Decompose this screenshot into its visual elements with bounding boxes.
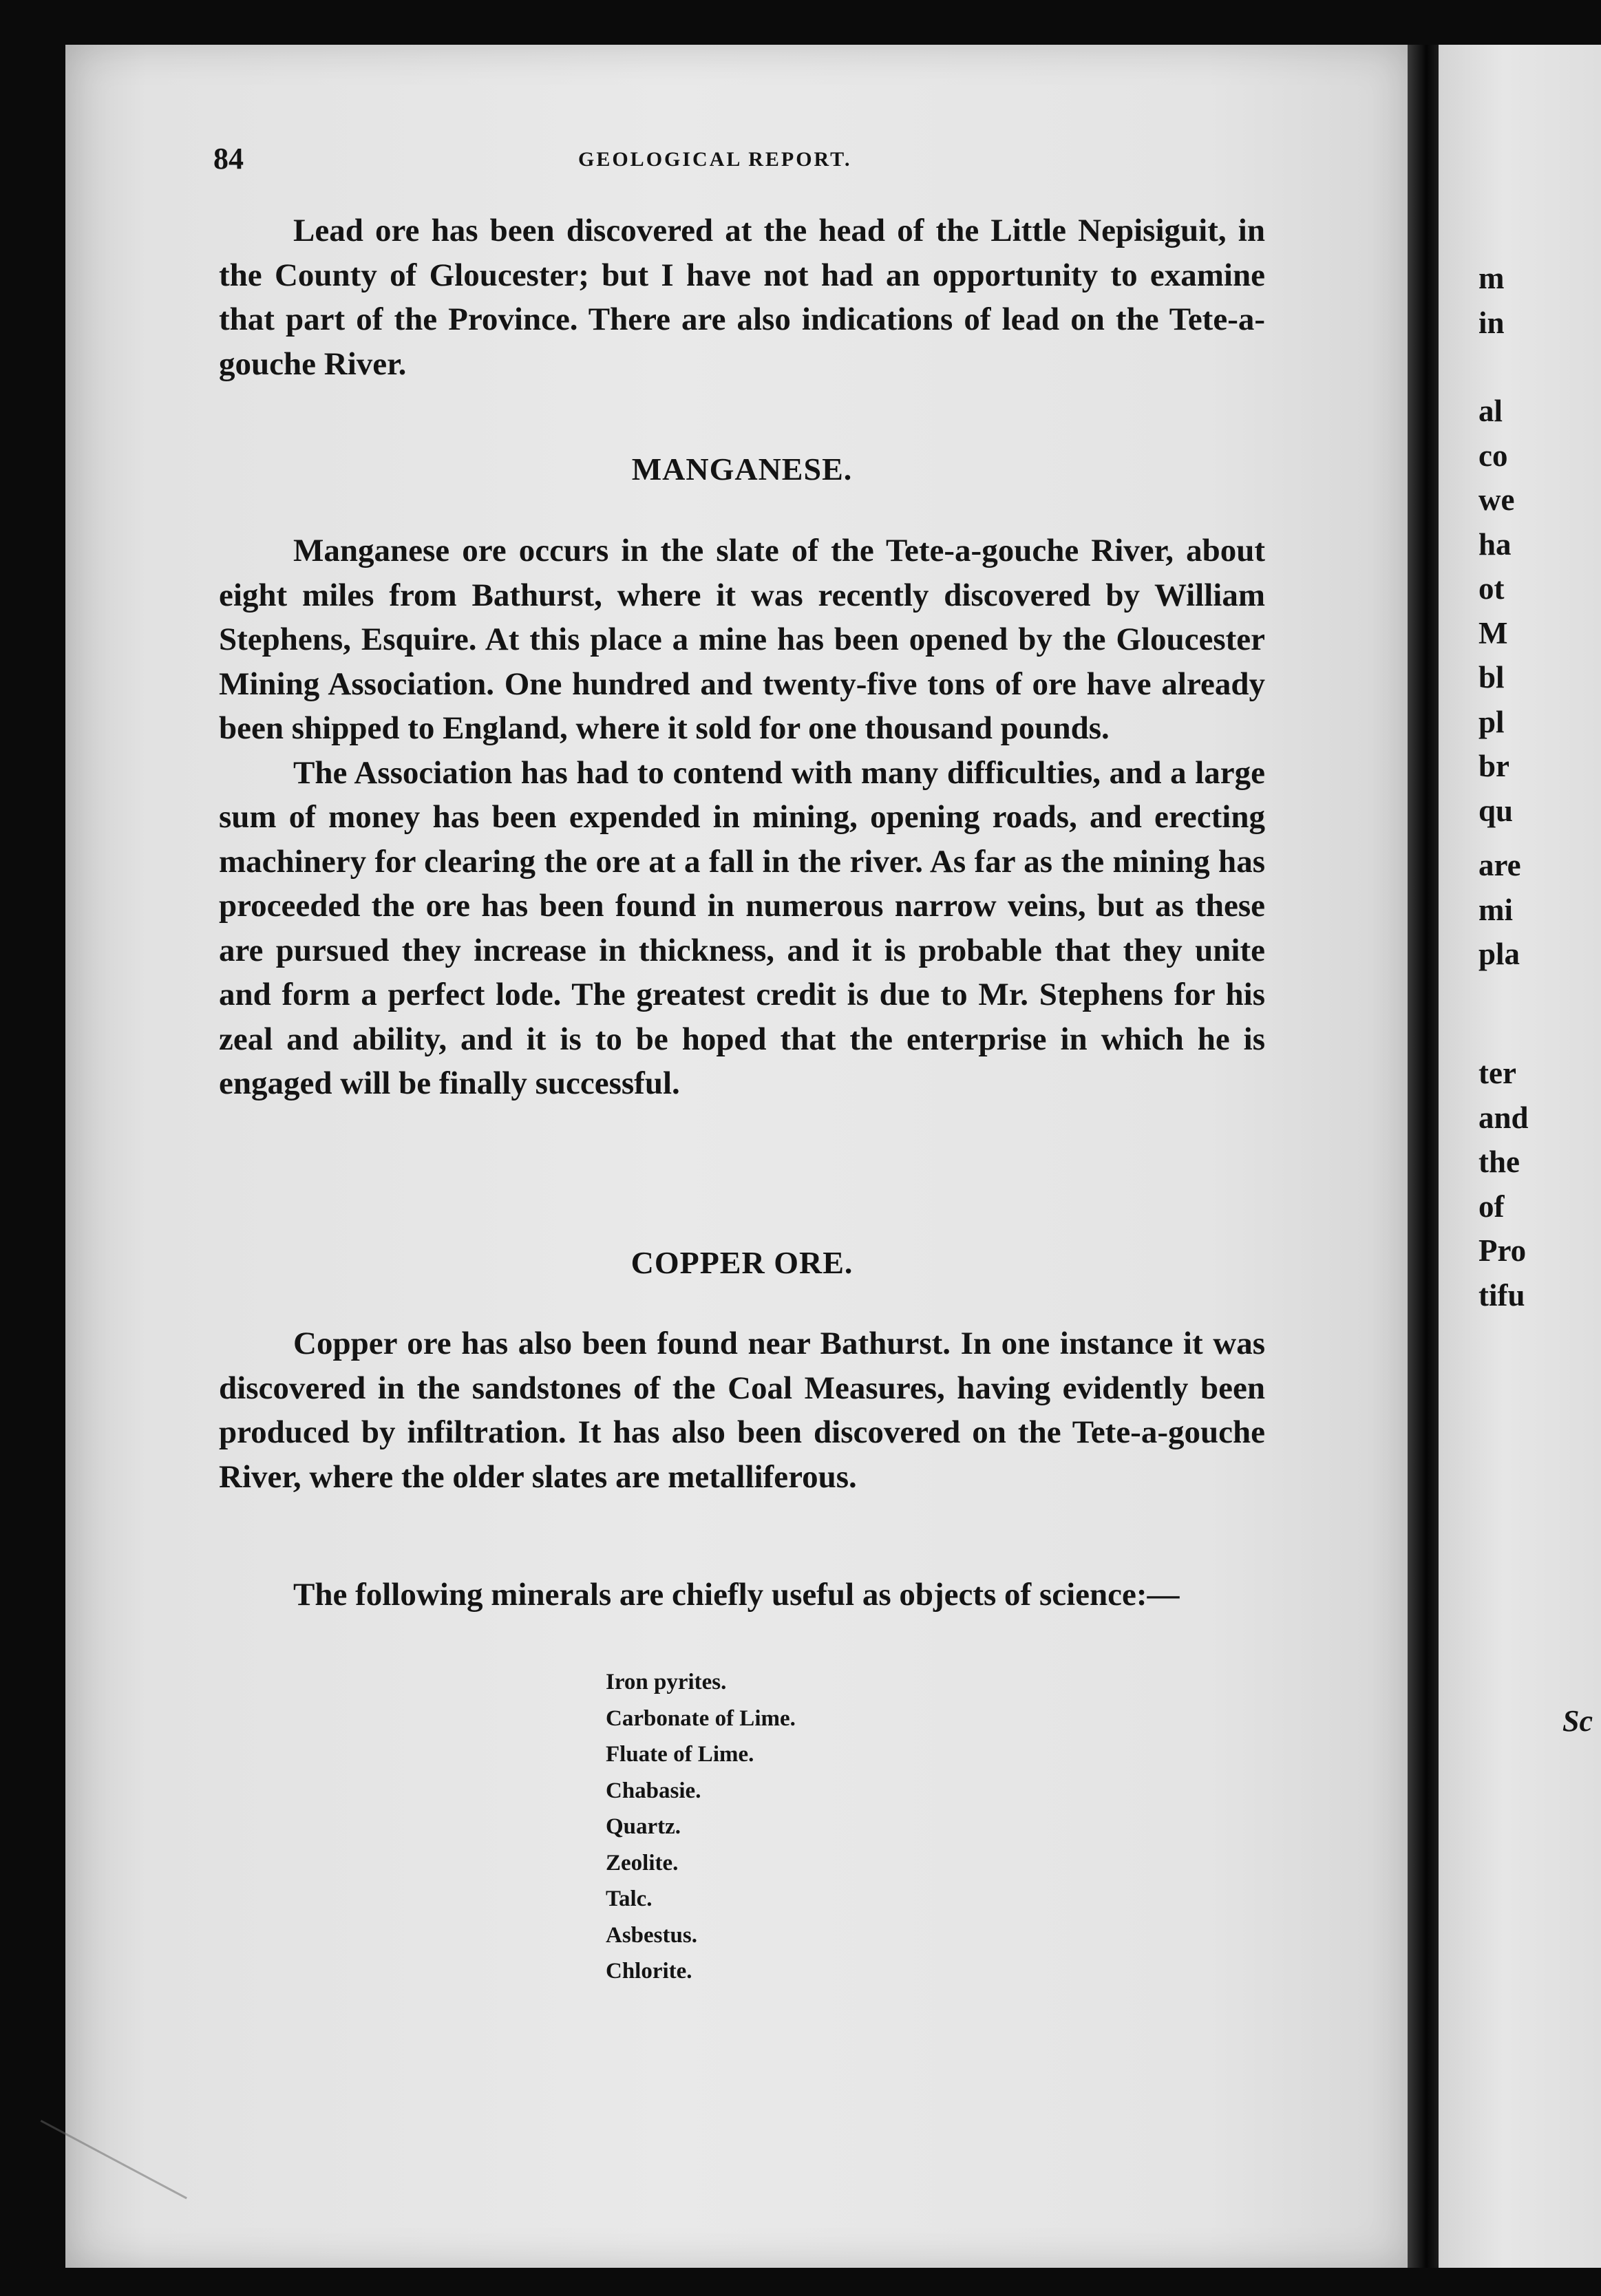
- facing-fragment: m: [1478, 261, 1505, 295]
- copper-paragraph: Copper ore has also been found near Bathurst. In one instance it was discovered in the sandstones of the Coal Measures, having evidently been produced by infiltration. It has also been discovered on the Tete-a-gouche River, where the older slates are metalliferous.: [219, 1326, 1265, 1495]
- running-head: GEOLOGICAL REPORT.: [578, 148, 852, 171]
- page-header: [213, 141, 1315, 189]
- facing-fragment: we: [1478, 482, 1515, 517]
- facing-fragment: ha: [1478, 527, 1512, 562]
- paragraph-text: Lead ore has been discovered at the head of the Little Nepisiguit, in the County of Gloucester; but I have not had an opportunity to examine that part of the Province. There are also indications of lead on the Tete-a-gouche River.: [219, 213, 1265, 382]
- facing-fragment: M: [1478, 615, 1508, 650]
- facing-fragment: in: [1478, 305, 1505, 340]
- facing-fragments-1: [1478, 256, 1601, 345]
- copper-section: [219, 1321, 1265, 1499]
- minerals-intro: The following minerals are chiefly useful as objects of science:—: [293, 1577, 1180, 1613]
- facing-fragment: al: [1478, 394, 1503, 428]
- mineral-item: Asbestus.: [606, 1922, 697, 1948]
- facing-fragment: br: [1478, 749, 1509, 783]
- manganese-paragraph-1: Manganese ore occurs in the slate of the Tete-a-gouche River, about eight miles from Bathurst, where it was recently discovered by William Stephens, Esquire. At this place a mine has been opened by the Gloucester Mining Association. One hundred and twenty-five tons of ore have already been shipped to England, where it sold for one thousand pounds.: [219, 533, 1265, 746]
- mineral-item: Chlorite.: [606, 1959, 692, 1984]
- manganese-section: [219, 529, 1265, 1106]
- facing-fragment: pl: [1478, 704, 1505, 739]
- facing-fragment: the: [1478, 1145, 1520, 1179]
- minerals-intro-section: [219, 1573, 1265, 1617]
- facing-fragment: ot: [1478, 571, 1505, 606]
- mineral-item: Chabasie.: [606, 1778, 701, 1803]
- facing-signature: Sc: [1562, 1704, 1593, 1738]
- facing-fragment: bl: [1478, 660, 1505, 694]
- facing-fragments-2: [1478, 389, 1601, 833]
- facing-fragment: mi: [1478, 892, 1513, 927]
- book-gutter: [1408, 45, 1439, 2268]
- mineral-item: Fluate of Lime.: [606, 1742, 754, 1767]
- mineral-item: Quartz.: [606, 1814, 681, 1839]
- mineral-item: Zeolite.: [606, 1850, 679, 1875]
- facing-fragment: and: [1478, 1100, 1529, 1135]
- facing-fragment: co: [1478, 438, 1508, 473]
- facing-fragment: pla: [1478, 937, 1520, 971]
- mineral-list: [606, 1664, 796, 1990]
- lead-ore-paragraph: [219, 209, 1265, 386]
- manganese-paragraph-2: The Association has had to contend with many difficulties, and a large sum of money has been expended in mining, opening roads, and erecting machinery for clearing the ore at a fall in the river. As far as the mining has proceeded the ore has been found in numerous narrow veins, but as these are pursued they increase in thickness, and it is probable that they unite and form a perfect lode. The greatest credit is due to Mr. Stephens for his zeal and ability, and it is to be hoped that the enterprise in which he is engaged will be finally successful.: [219, 754, 1265, 1101]
- facing-fragment: of: [1478, 1189, 1505, 1224]
- mineral-item: Iron pyrites.: [606, 1670, 727, 1694]
- facing-fragment: qu: [1478, 793, 1514, 828]
- section-heading-manganese: MANGANESE.: [631, 451, 853, 487]
- facing-fragment: tifu: [1478, 1277, 1525, 1312]
- page-number: 84: [213, 142, 244, 176]
- section-heading-copper: COPPER ORE.: [630, 1245, 853, 1280]
- mineral-item: Talc.: [606, 1886, 653, 1911]
- facing-fragments-4: [1478, 1051, 1601, 1317]
- facing-fragments-3: [1478, 843, 1601, 977]
- facing-fragment: Pro: [1478, 1233, 1527, 1268]
- facing-fragment: are: [1478, 848, 1521, 882]
- mineral-item: Carbonate of Lime.: [606, 1705, 796, 1731]
- facing-fragment: ter: [1478, 1056, 1516, 1090]
